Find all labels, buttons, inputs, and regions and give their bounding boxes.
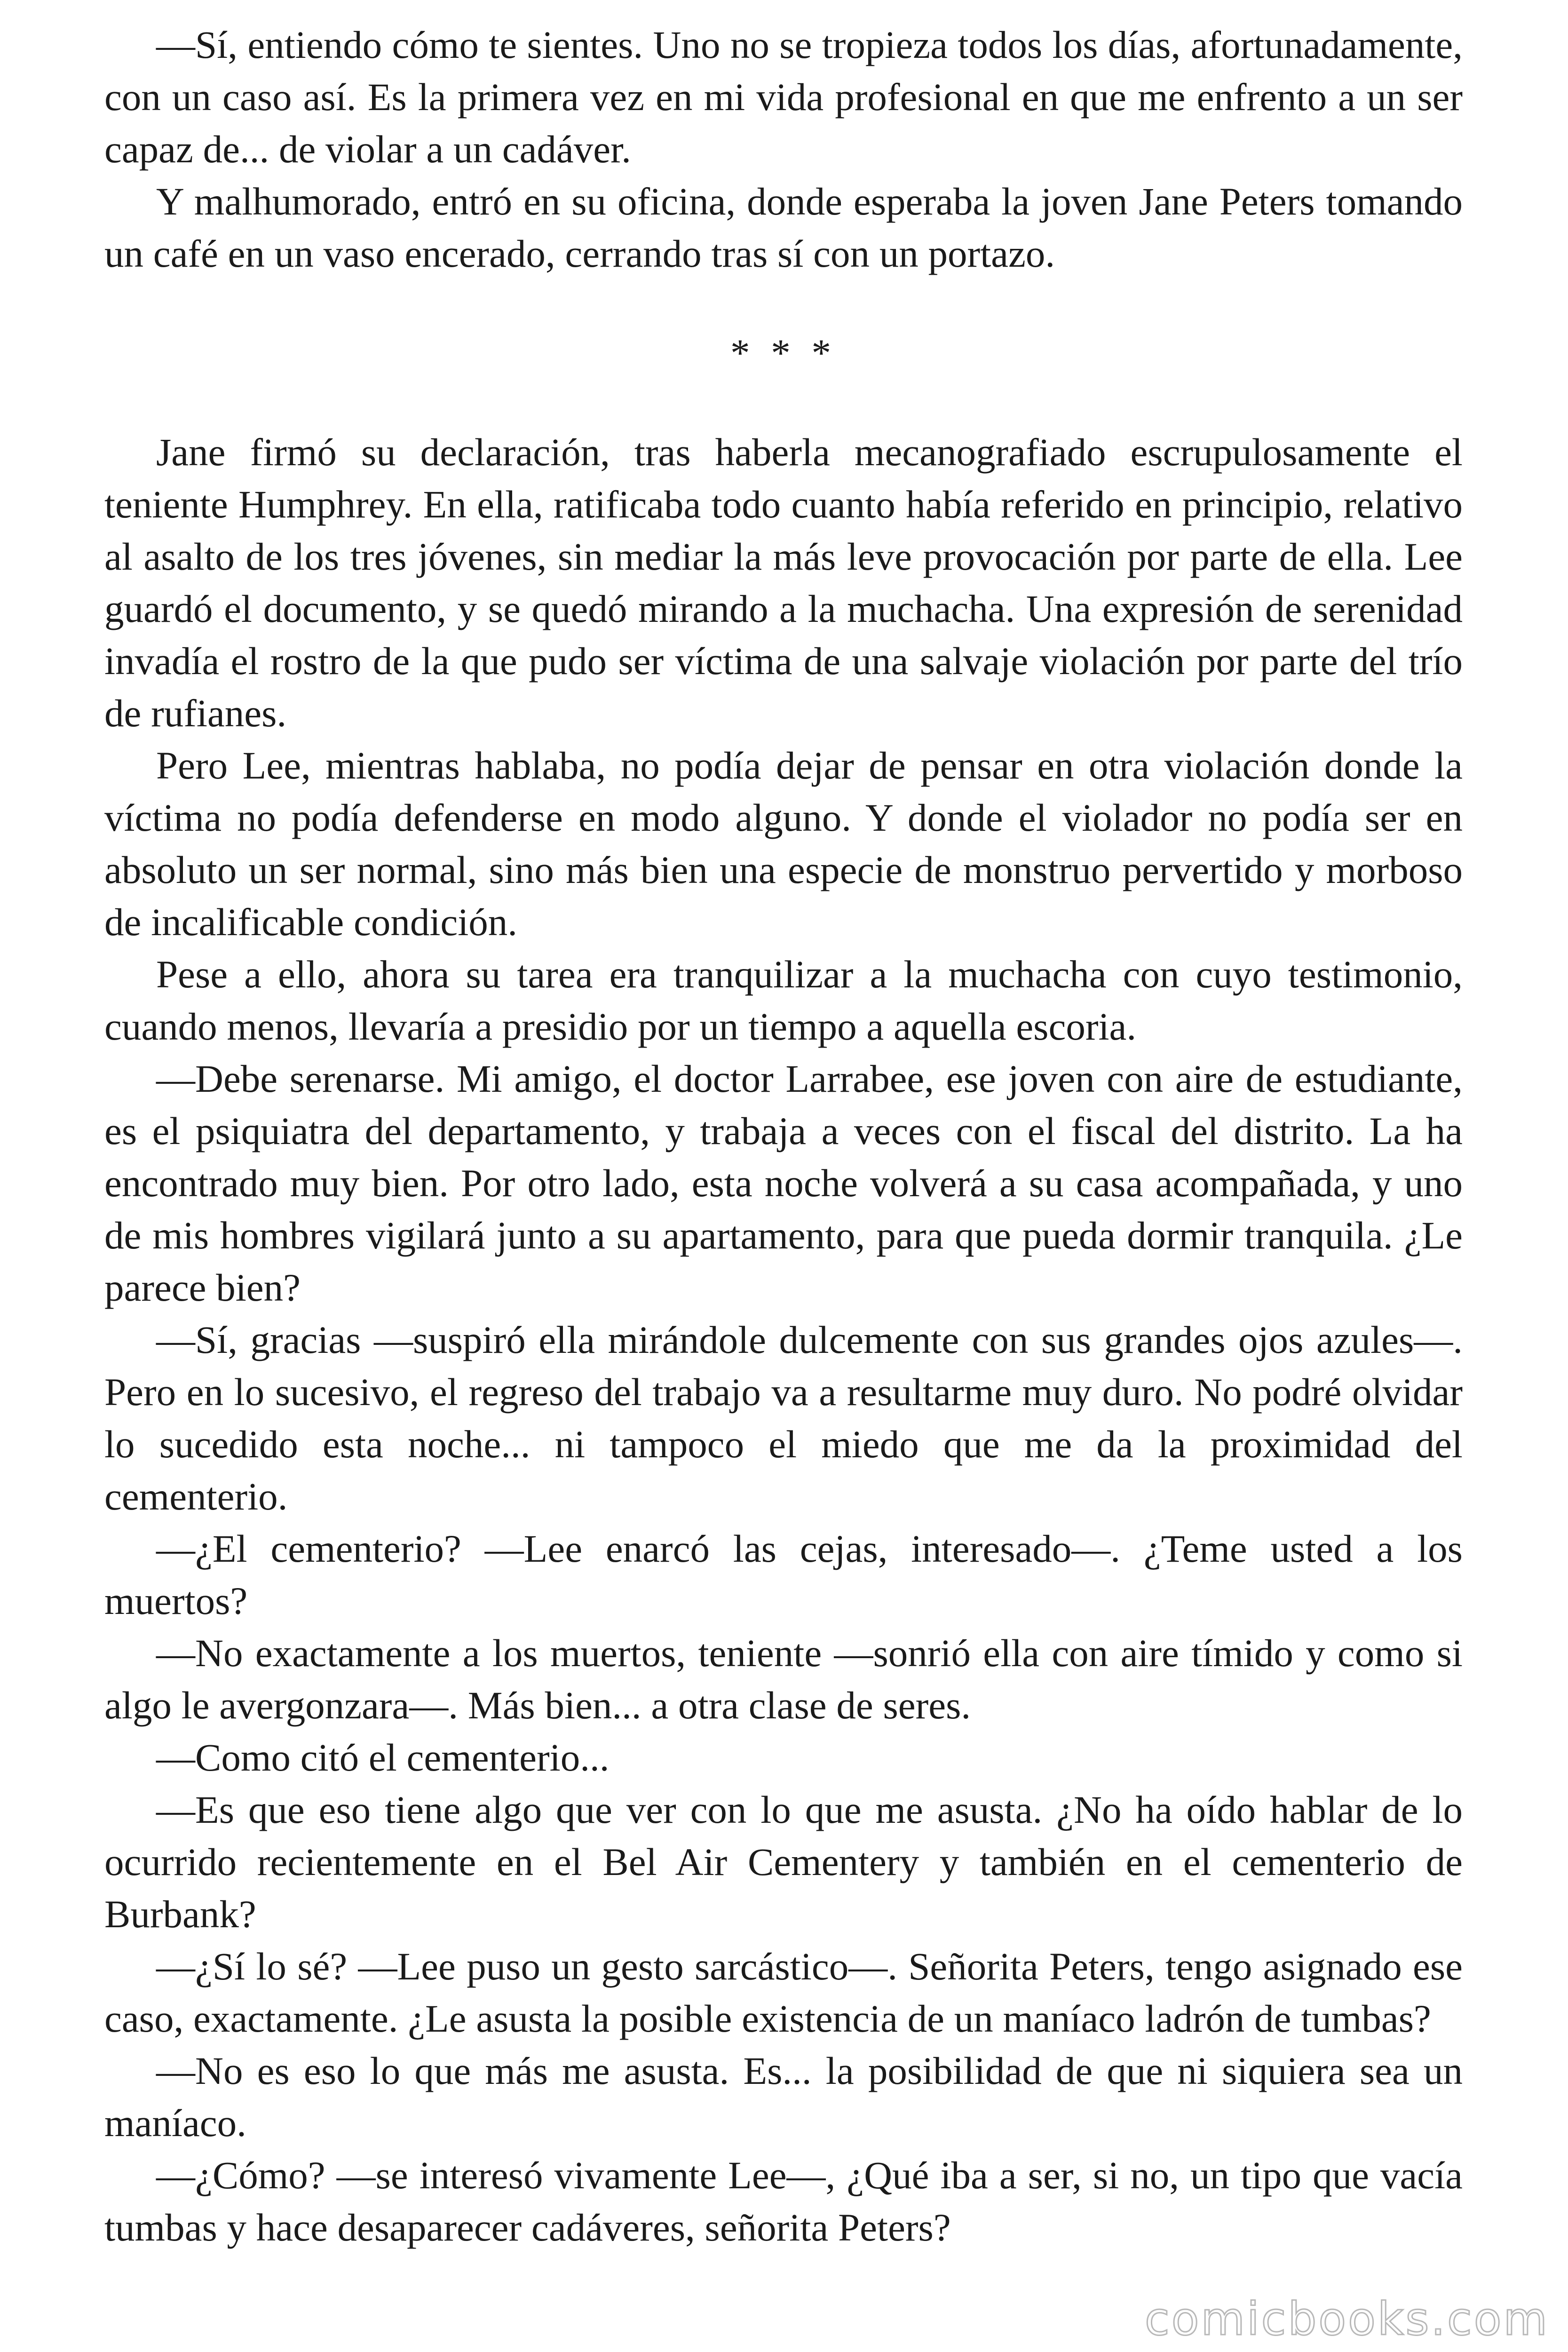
paragraph: —Sí, gracias —suspiró ella mirándole dulcemente con sus grandes ojos azules—. Pero en lo sucesivo, el regreso del trabajo va a resultarme muy duro. No podré olvidar lo sucedido esta noche... ni tampoco el miedo que me da la proximidad del cementerio. — [104, 1318, 1463, 1518]
book-page — [104, 19, 1463, 2254]
paragraph: Pero Lee, mientras hablaba, no podía dejar de pensar en otra violación donde la víctima no podía defenderse en modo alguno. Y donde el violador no podía ser en absoluto un ser normal, sino más bien una especie de monstruo pervertido y morboso de incalificable condición. — [104, 744, 1463, 944]
paragraph: —Como citó el cementerio... — [156, 1736, 610, 1779]
paragraph: —Debe serenarse. Mi amigo, el doctor Larrabee, ese joven con aire de estudiante, es el psiquiatra del departamento, y trabaja a veces con el fiscal del distrito. La ha encontrado muy bien. Por otro lado, esta noche volverá a su casa acompañada, y uno de mis hombres vigilará junto a su apartamento, para que pueda dormir tranquila. ¿Le parece bien? — [104, 1057, 1463, 1309]
paragraph: —Es que eso tiene algo que ver con lo que me asusta. ¿No ha oído hablar de lo ocurrido recientemente en el Bel Air Cementery y también en el cementerio de Burbank? — [104, 1788, 1463, 1936]
paragraph: —¿El cementerio? —Lee enarcó las cejas, interesado—. ¿Teme usted a los muertos? — [104, 1527, 1463, 1622]
paragraph: Y malhumorado, entró en su oficina, donde esperaba la joven Jane Peters tomando un café en un vaso encerado, cerrando tras sí con un portazo. — [104, 180, 1463, 275]
paragraph: Pese a ello, ahora su tarea era tranquilizar a la muchacha con cuyo testimonio, cuando menos, llevaría a presidio por un tiempo a aquella escoria. — [104, 953, 1463, 1048]
paragraph: Jane firmó su declaración, tras haberla mecanografiado escrupulosamente el teniente Humphrey. En ella, ratificaba todo cuanto había referido en principio, relativo al asalto de los tres jóvenes, sin mediar la más leve provocación por parte de ella. Lee guardó el documento, y se quedó mirando a la muchacha. Una expresión de serenidad invadía el rostro de la que pudo ser víctima de una salvaje violación por parte del trío de rufianes. — [104, 430, 1463, 735]
paragraph: —No es eso lo que más me asusta. Es... la posibilidad de que ni siquiera sea un maníaco. — [104, 2049, 1463, 2145]
paragraph: —Sí, entiendo cómo te sientes. Uno no se tropieza todos los días, afortunadamente, con un caso así. Es la primera vez en mi vida profesional en que me enfrento a un ser capaz de... de violar a un cadáver. — [104, 23, 1463, 171]
paragraph: —¿Cómo? —se interesó vivamente Lee—, ¿Qué iba a ser, si no, un tipo que vacía tumbas y hace desaparecer cadáveres, señorita Peters? — [104, 2153, 1463, 2249]
scene-break: * * * — [730, 331, 837, 374]
section-after-break — [104, 426, 1463, 2254]
paragraph: —No exactamente a los muertos, teniente —sonrió ella con aire tímido y como si algo le avergonzara—. Más bien... a otra clase de seres. — [104, 1631, 1463, 1727]
paragraph: —¿Sí lo sé? —Lee puso un gesto sarcástico—. Señorita Peters, tengo asignado ese caso, exactamente. ¿Le asusta la posible existencia de un maníaco ladrón de tumbas? — [104, 1945, 1463, 2040]
watermark: comicbooks.com — [1144, 2293, 1549, 2345]
section-before-break — [104, 19, 1463, 280]
